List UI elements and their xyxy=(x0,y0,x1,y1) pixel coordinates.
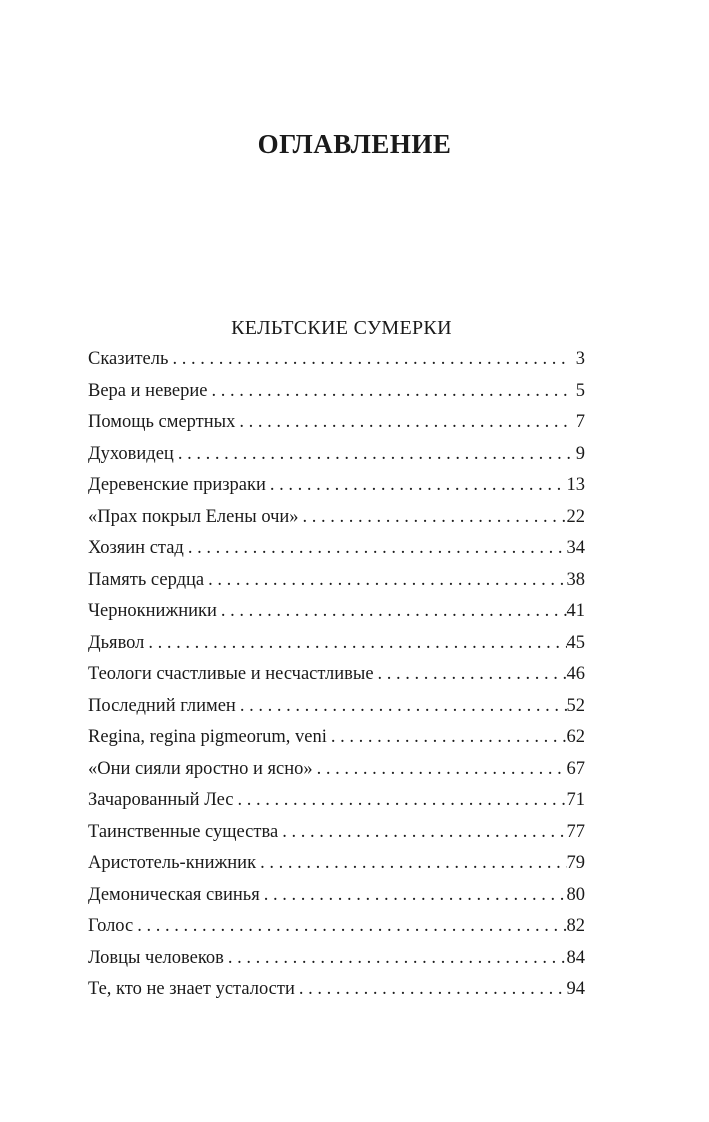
toc-entry-title: Дьявол xyxy=(88,632,145,653)
toc-entry-page: 38 xyxy=(566,569,585,590)
toc-entry[interactable] xyxy=(88,882,585,914)
toc-entry-title: Таинственные существа xyxy=(88,821,279,842)
dot-leader xyxy=(144,630,566,656)
toc-entry-page: 71 xyxy=(566,790,585,810)
toc-entry-title: Те, кто не знает усталости xyxy=(88,979,295,999)
toc-entry[interactable] xyxy=(88,346,585,378)
toc-entry-title: Вера и неверие xyxy=(88,380,208,401)
toc-entry-page: 3 xyxy=(575,349,585,369)
dot-leader xyxy=(313,756,567,782)
toc-entry-page: 52 xyxy=(566,695,585,716)
toc-entry[interactable] xyxy=(88,913,585,945)
table-of-contents xyxy=(88,346,585,1008)
toc-entry-page: 13 xyxy=(566,475,585,495)
toc-entry-title: Духовидец xyxy=(88,443,174,464)
toc-entry[interactable] xyxy=(88,409,585,441)
toc-entry-page: 41 xyxy=(566,601,585,621)
dot-leader xyxy=(295,976,567,1002)
toc-entry-title: Помощь смертных xyxy=(88,412,236,432)
dot-leader xyxy=(236,693,567,719)
toc-entry[interactable] xyxy=(88,787,585,819)
toc-entry-page: 62 xyxy=(566,727,585,747)
dot-leader xyxy=(266,472,567,498)
toc-entry-title: Зачарованный Лес xyxy=(88,790,234,810)
toc-entry[interactable] xyxy=(88,630,585,662)
toc-entry-title: Сказитель xyxy=(88,349,169,369)
toc-entry-page: 77 xyxy=(566,821,585,842)
toc-entry[interactable] xyxy=(88,378,585,410)
toc-entry-title: Ловцы человеков xyxy=(88,947,224,968)
toc-entry-page: 79 xyxy=(566,853,585,873)
dot-leader xyxy=(174,441,571,467)
toc-entry-title: Regina, regina pigmeorum, veni xyxy=(88,727,327,747)
toc-entry-page: 46 xyxy=(566,664,585,684)
dot-leader xyxy=(204,567,566,593)
dot-leader xyxy=(299,504,567,530)
toc-entry[interactable] xyxy=(88,472,585,504)
toc-entry-title: Демоническая свинья xyxy=(88,884,260,905)
dot-leader xyxy=(260,882,567,908)
toc-entry[interactable] xyxy=(88,567,585,599)
toc-entry-page: 34 xyxy=(566,538,585,558)
toc-entry[interactable] xyxy=(88,504,585,536)
toc-entry-title: «Прах покрыл Елены очи» xyxy=(88,506,299,527)
toc-entry-page: 22 xyxy=(566,506,585,527)
dot-leader xyxy=(327,724,567,750)
page-title: ОГЛАВЛЕНИЕ xyxy=(257,129,452,159)
toc-entry-page: 9 xyxy=(575,443,585,464)
toc-entry[interactable] xyxy=(88,661,585,693)
toc-entry[interactable] xyxy=(88,598,585,630)
toc-entry-page: 94 xyxy=(566,979,585,999)
dot-leader xyxy=(278,819,566,845)
toc-entry-title: Память сердца xyxy=(88,569,205,590)
dot-leader xyxy=(224,945,567,971)
toc-entry-title: Последний глимен xyxy=(88,695,236,716)
toc-entry-page: 45 xyxy=(566,632,585,653)
toc-entry[interactable] xyxy=(88,535,585,567)
toc-entry-page: 80 xyxy=(566,884,585,905)
toc-entry[interactable] xyxy=(88,724,585,756)
toc-entry-title: Деревенские призраки xyxy=(88,475,266,495)
dot-leader xyxy=(207,378,571,404)
toc-entry-page: 5 xyxy=(575,380,585,401)
toc-entry-page: 67 xyxy=(566,758,585,779)
dot-leader xyxy=(256,850,566,876)
dot-leader xyxy=(184,535,567,561)
dot-leader xyxy=(133,913,566,939)
toc-entry-page: 84 xyxy=(566,947,585,968)
toc-entry[interactable] xyxy=(88,756,585,788)
dot-leader xyxy=(217,598,567,624)
toc-entry-page: 82 xyxy=(566,916,585,936)
toc-entry[interactable] xyxy=(88,850,585,882)
dot-leader xyxy=(168,346,571,372)
toc-entry-page: 7 xyxy=(575,412,585,432)
toc-entry[interactable] xyxy=(88,945,585,977)
toc-entry-title: Аристотель-книжник xyxy=(88,853,257,873)
toc-entry-title: Чернокнижники xyxy=(88,601,217,621)
toc-entry[interactable] xyxy=(88,441,585,473)
toc-entry[interactable] xyxy=(88,819,585,851)
dot-leader xyxy=(234,787,567,813)
dot-leader xyxy=(374,661,567,687)
toc-entry-title: Хозяин стад xyxy=(88,538,184,558)
toc-entry-title: Голос xyxy=(88,916,134,936)
toc-entry[interactable] xyxy=(88,693,585,725)
toc-entry[interactable] xyxy=(88,976,585,1008)
dot-leader xyxy=(235,409,571,435)
toc-entry-title: Теологи счастливые и несчастливые xyxy=(88,664,374,684)
section-title: КЕЛЬТСКИЕ СУМЕРКИ xyxy=(231,317,452,339)
toc-entry-title: «Они сияли яростно и ясно» xyxy=(88,758,313,779)
